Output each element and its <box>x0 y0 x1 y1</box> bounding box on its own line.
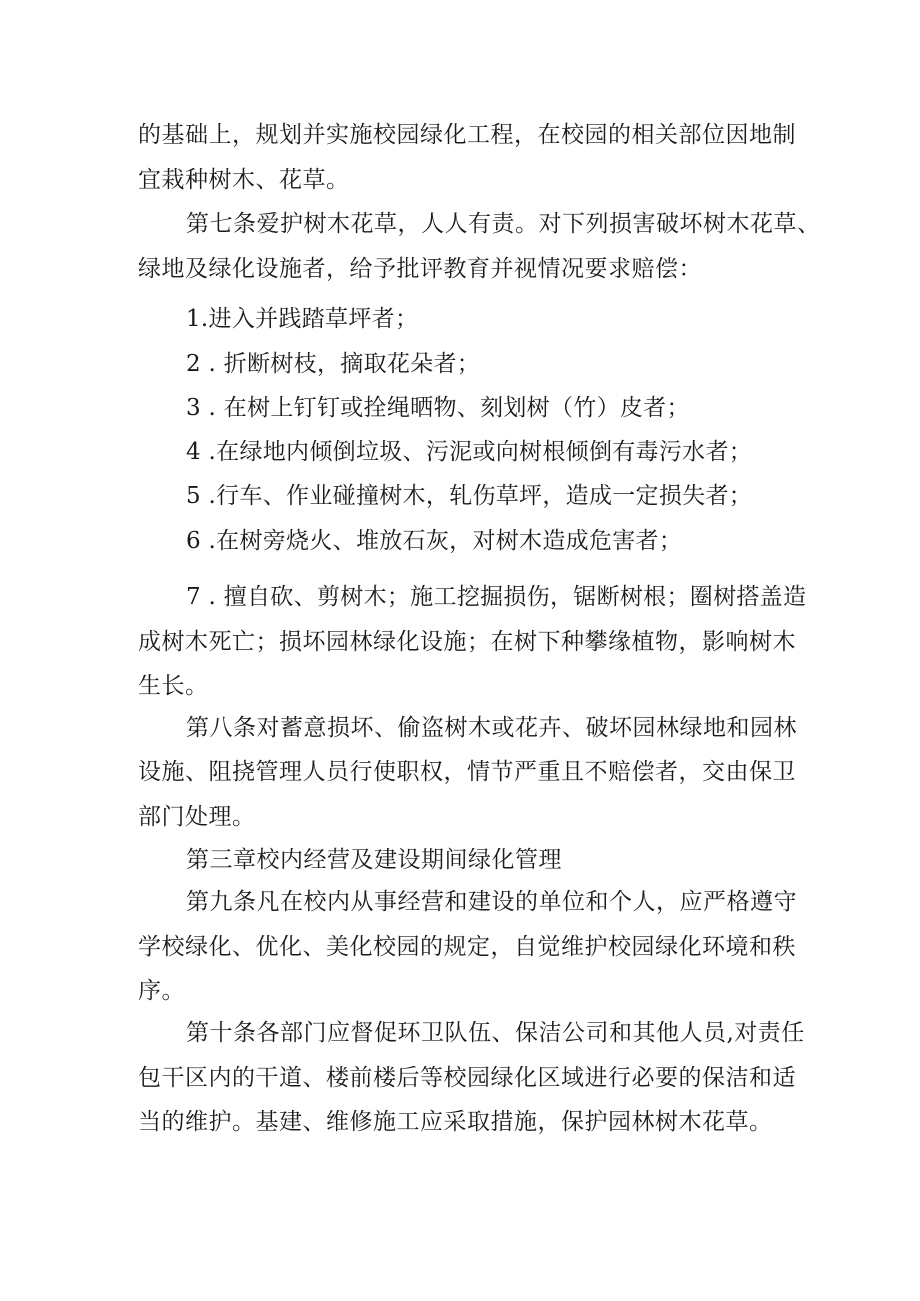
article-8-line-3: 部门处理。 <box>138 804 256 830</box>
list-item-7-line-2: 成树木死亡；损坏园林绿化设施；在树下种攀缘植物，影响树木 <box>138 629 796 655</box>
article-10-line-1: 第十条各部门应督促环卫队伍、保洁公司和其他人员,对责任 <box>186 1020 805 1046</box>
article-9-line-2: 学校绿化、优化、美化校园的规定，自觉维护校园绿化环境和秩 <box>138 934 796 960</box>
list-item-4: 4 .在绿地内倾倒垃圾、污泥或向树根倾倒有毒污水者； <box>186 439 753 465</box>
article-10-line-3: 当的维护。基建、维修施工应采取措施，保护园林树木花草。 <box>138 1109 773 1135</box>
list-item-7-line-1: 7 . 擅自砍、剪树木；施工挖掘损伤，锯断树根；圈树搭盖造 <box>186 584 807 610</box>
list-item-7-line-3: 生长。 <box>138 673 209 699</box>
article-8-line-1: 第八条对蓄意损坏、偷盗树木或花卉、破坏园林绿地和园林 <box>186 715 797 741</box>
list-item-3: 3 . 在树上钉钉或拴绳晒物、刻划树（竹）皮者； <box>186 395 690 421</box>
article-7-line-2: 绿地及绿化设施者，给予批评教育并视情况要求赔偿： <box>138 256 702 282</box>
continuation-line-2: 宜栽种树木、花草。 <box>138 167 350 193</box>
article-8-line-2: 设施、阻挠管理人员行使职权，情节严重且不赔偿者，交由保卫 <box>138 759 796 785</box>
article-10-line-2: 包干区内的干道、楼前楼后等校园绿化区域进行必要的保洁和适 <box>138 1065 796 1091</box>
list-item-2: 2 . 折断树枝，摘取花朵者； <box>186 351 481 377</box>
list-item-5: 5 .行车、作业碰撞树木，轧伤草坪，造成一定损失者； <box>186 483 753 509</box>
list-item-6: 6 .在树旁烧火、堆放石灰，对树木造成危害者； <box>186 528 683 554</box>
article-9-line-3: 序。 <box>138 978 185 1004</box>
article-9-line-1: 第九条凡在校内从事经营和建设的单位和个人，应严格遵守 <box>186 889 797 915</box>
continuation-line-1: 的基础上，规划并实施校园绿化工程，在校园的相关部位因地制 <box>138 122 796 148</box>
article-7-line-1: 第七条爱护树木花草，人人有责。对下列损害破坏树木花草、 <box>186 211 821 237</box>
list-item-1: 1.进入并践踏草坪者； <box>186 306 419 332</box>
chapter-3-heading: 第三章校内经营及建设期间绿化管理 <box>186 847 562 873</box>
